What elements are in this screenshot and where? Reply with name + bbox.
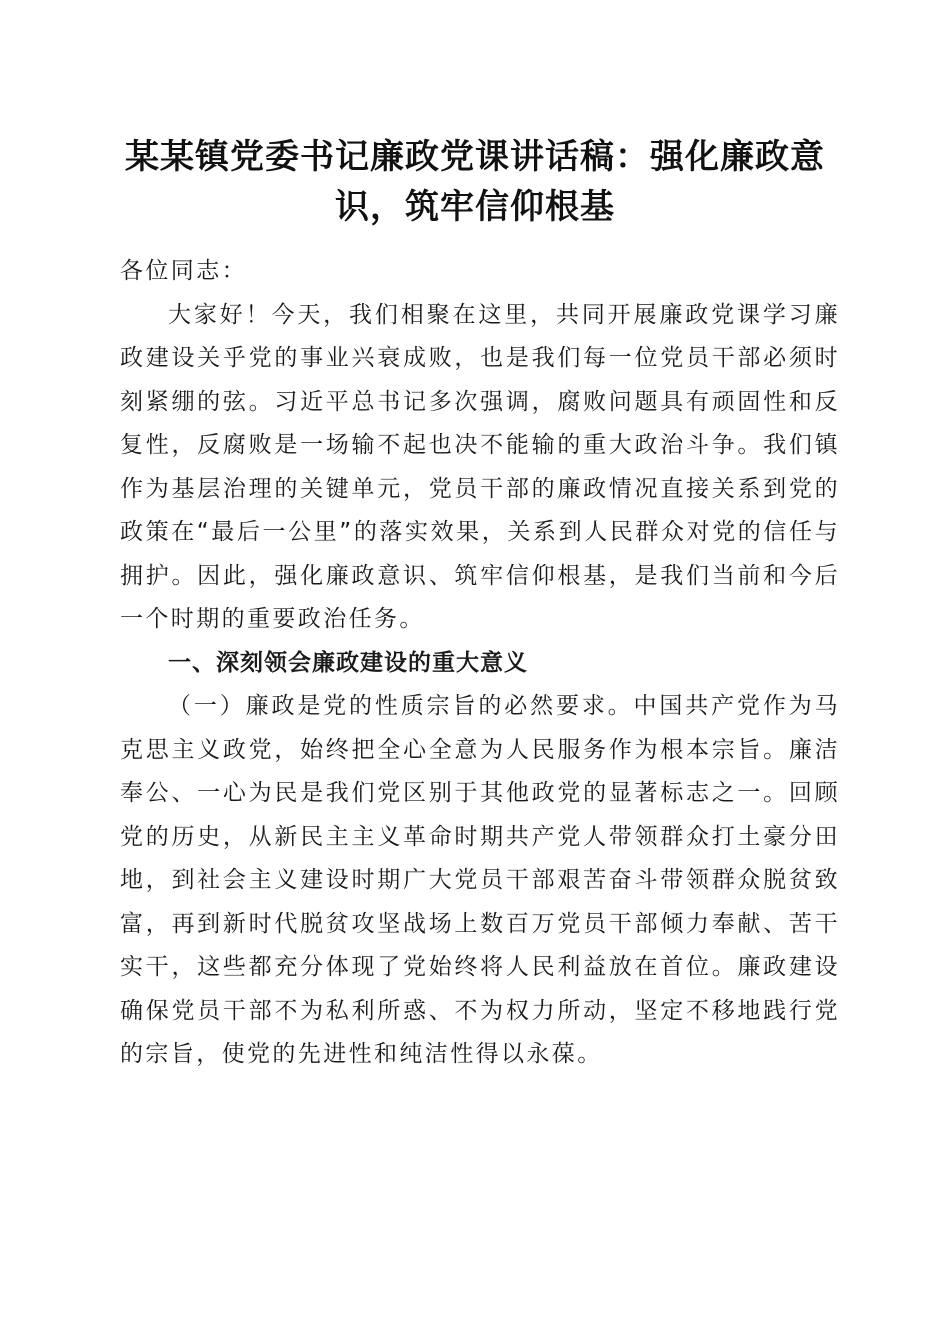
- section-heading: 一、深刻领会廉政建设的重大意义: [168, 649, 528, 676]
- document-title: 某某镇党委书记廉政党课讲话稿：强化廉政意识，筑牢信仰根基: [125, 137, 825, 227]
- salutation: 各位同志：: [120, 258, 247, 284]
- intro-paragraph: 大家好！今天，我们相聚在这里，共同开展廉政党课学习廉政建设关乎党的事业兴衰成败，也是我们每一位党员干部必须时刻紧绷的弦。习近平总书记多次强调，腐败问题具有顽固性和反复性，反腐败是一场输不起也决不能输的重大政治斗争。我们镇作为基层治理的关键单元，党员干部的廉政情况直接关系到党的政策在“最后一公里”的落实效果，关系到人民群众对党的信任与拥护。因此，强化廉政意识、筑牢信仰根基，是我们当前和今后一个时期的重要政治任务。: [120, 301, 840, 632]
- subsection-paragraph: （一）廉政是党的性质宗旨的必然要求。中国共产党作为马克思主义政党，始终把全心全意为人民服务作为根本宗旨。廉洁奉公、一心为民是我们党区别于其他政党的显著标志之一。回顾党的历史，从新民主主义革命时期共产党人带领群众打土豪分田地，到社会主义建设时期广大党员干部艰苦奋斗带领群众脱贫致富，再到新时代脱贫攻坚战场上数百万党员干部倾力奉献、苦干实干，这些都充分体现了党始终将人民利益放在首位。廉政建设确保党员干部不为私利所惑、不为权力所动，坚定不移地践行党的宗旨，使党的先进性和纯洁性得以永葆。: [120, 693, 840, 1067]
- document-body: [120, 250, 840, 1077]
